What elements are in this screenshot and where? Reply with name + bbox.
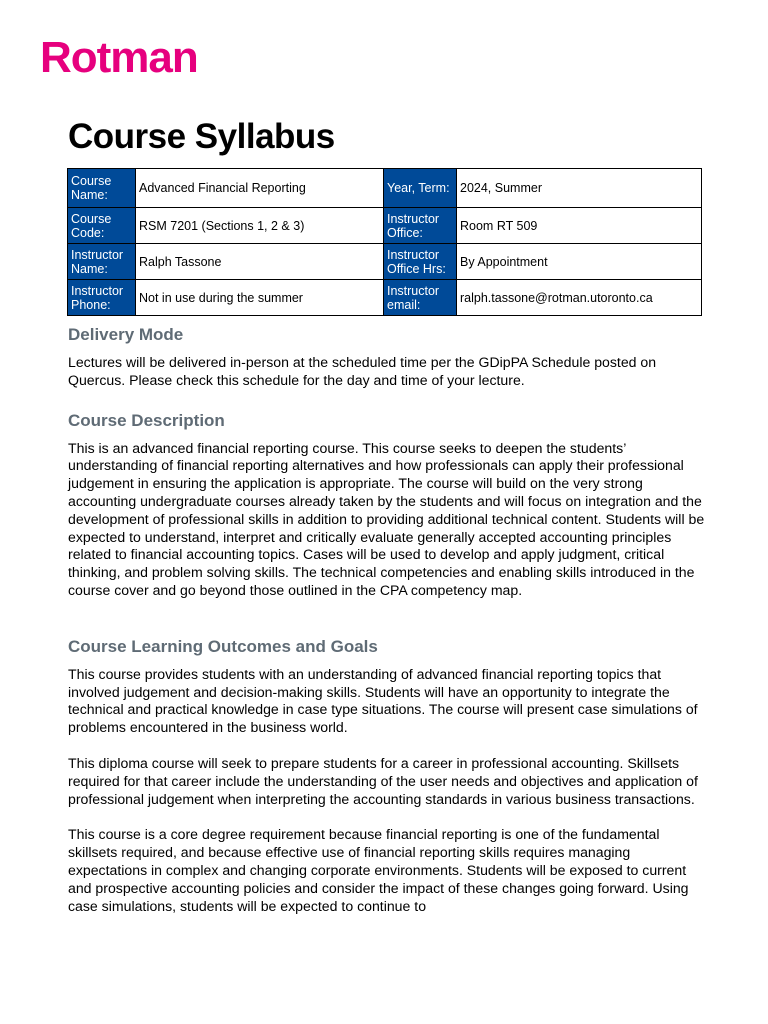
course-code-value: RSM 7201 (Sections 1, 2 & 3) bbox=[136, 208, 384, 244]
page-title: Course Syllabus bbox=[68, 117, 335, 156]
learning-outcomes-paragraph: This course provides students with an understanding of advanced financial reporting topics that involved judgement and decision-making skills. Students will have an opportunity to integrate the technical and practical knowledge in case type situations. The course will present case simulations of problems encountered in the business world. bbox=[68, 665, 698, 736]
delivery-mode-paragraph: Lectures will be delivered in-person at the scheduled time per the GDipPA Schedule posted on Quercus. Please check this schedule for the day and time of your lecture. bbox=[68, 354, 657, 388]
course-name-label: Course Name: bbox=[68, 169, 136, 208]
table-row bbox=[68, 208, 702, 244]
instructor-office-label: Instructor Office: bbox=[384, 208, 457, 244]
learning-outcomes-paragraph: This diploma course will seek to prepare students for a career in professional accounting. Skillsets required for that career include the understanding of the user needs and objectives and application of professional judgement when interpreting the accounting standards in various business transactions. bbox=[68, 754, 698, 807]
instructor-phone-label: Instructor Phone: bbox=[68, 280, 136, 316]
instructor-phone-value: Not in use during the summer bbox=[136, 280, 384, 316]
course-description-paragraph: This is an advanced financial reporting course. This course seeks to deepen the students’ understanding of financial reporting alternatives and how professionals can apply their professional judgement in ensuring the application is appropriate. The course will build on the very strong accounting undergraduate courses already taken by the students and will focus on integration and the development of professional skills in addition to providing additional technical content. Students will be expected to understand, interpret and critically evaluate generally accepted accounting principles related to financial accounting topics. Cases will be used to develop and apply judgment, critical thinking, and problem solving skills. The technical competencies and enabling skills introduced in the course cover and go beyond those outlined in the CPA competency map. bbox=[68, 439, 705, 598]
office-hours-value: By Appointment bbox=[457, 244, 702, 280]
learning-outcomes-paragraph: This course is a core degree requirement because financial reporting is one of the fundamental skillsets required, and because effective use of financial reporting skills requires managing expectations in complex and changing corporate environments. Students will be exposed to current and prospective accounting policies and consider the impact of these changes going forward. Using case simulations, students will be expected to continue to bbox=[68, 826, 689, 914]
year-term-label: Year, Term: bbox=[384, 169, 457, 208]
course-description-heading: Course Description bbox=[68, 410, 225, 430]
rotman-logo: Rotman bbox=[40, 33, 198, 82]
course-code-label: Course Code: bbox=[68, 208, 136, 244]
office-hours-label: Instructor Office Hrs: bbox=[384, 244, 457, 280]
learning-outcomes-heading: Course Learning Outcomes and Goals bbox=[68, 636, 378, 656]
table-row bbox=[68, 280, 702, 316]
instructor-office-value: Room RT 509 bbox=[457, 208, 702, 244]
course-name-value: Advanced Financial Reporting bbox=[136, 169, 384, 208]
instructor-name-value: Ralph Tassone bbox=[136, 244, 384, 280]
instructor-email-value[interactable]: ralph.tassone@rotman.utoronto.ca bbox=[457, 280, 702, 316]
course-info-table bbox=[67, 168, 702, 316]
table-row bbox=[68, 244, 702, 280]
instructor-email-label: Instructor email: bbox=[384, 280, 457, 316]
syllabus-body bbox=[68, 324, 708, 915]
year-term-value: 2024, Summer bbox=[457, 169, 702, 208]
delivery-mode-heading: Delivery Mode bbox=[68, 325, 184, 344]
instructor-name-label: Instructor Name: bbox=[68, 244, 136, 280]
table-row bbox=[68, 169, 702, 208]
